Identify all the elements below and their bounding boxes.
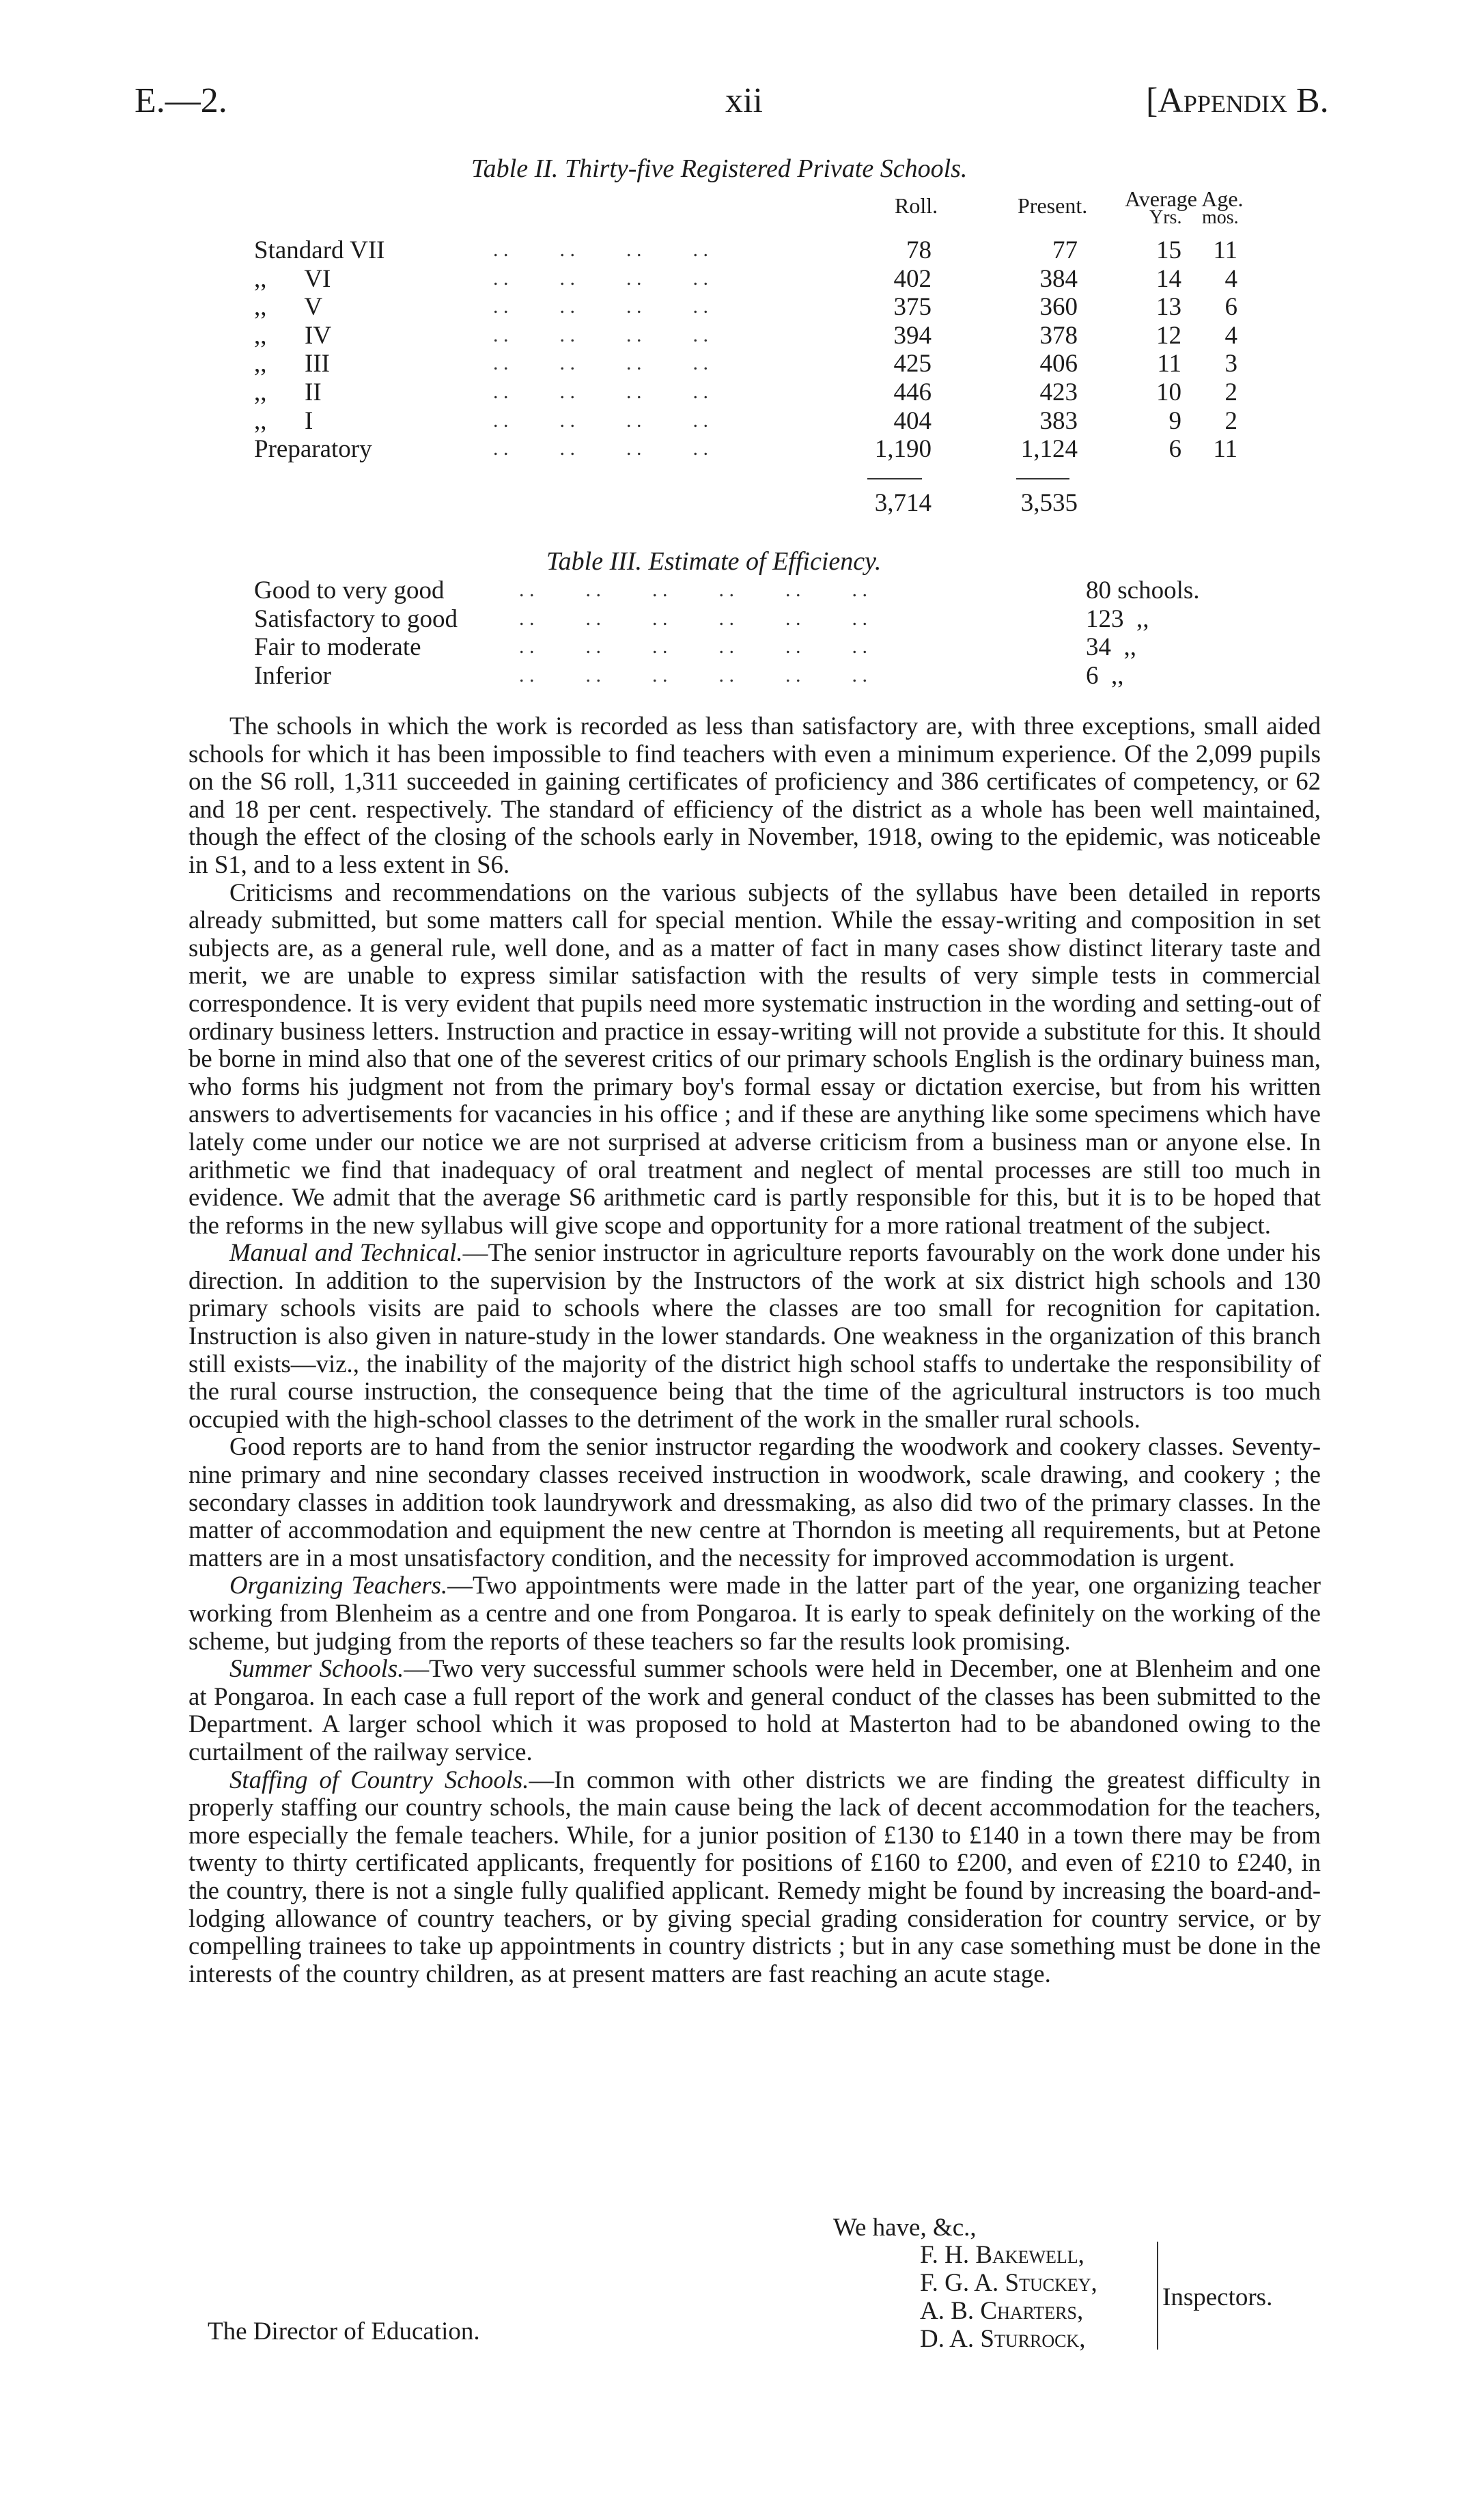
paragraph-results: The schools in which the work is recorded as less than satisfactory are, with three exceptions, small aided schools for which it has been impossible to find teachers with even a minimum experience. Of the 2,099 pupils on the S6 roll, 1,311 succeeded in gaining certificates of proficiency and 386 certificates of competency, or 62 and 18 per cent. respectively. The standard of efficiency of the district as a whole has been well maintained, though the effect of the closing of the schools early in November, 1918, owing to the epidemic, was noticeable in S1, and to a less extent in S6. — [188, 712, 1321, 878]
table2-row-present: 423 — [1039, 378, 1078, 406]
leader-dots: . . . . . . . . — [493, 352, 708, 375]
text-staffing: —In common with other districts we are finding the greatest difficulty in properly staffing our country schools, the main cause being the lack of decent accommodation for the teachers, more especially the female teachers. While, for a junior position of £130 to £140 in a town there may be from twenty to thirty certificated applicants, frequently for positions of £160 to £200, and even of £210 to £240, in the country, there is not a single fully qualified applicant. Remedy might be found by increasing the board-and-lodging allowance of country teachers, or by giving special grading consideration for country service, or by compelling trainees to take up appointments in country districts ; but in any case something must be done in the interests of the country children, as at present matters are fast reaching an acute stage. — [188, 1765, 1321, 1988]
table2-row-label: ,, VI — [254, 264, 331, 293]
table2-row-mos: 6 — [1224, 293, 1237, 322]
table2-row-roll: 78 — [906, 236, 932, 264]
leader-dots: . . . . . . . . . . . . — [519, 635, 867, 658]
table2-row-yrs: 9 — [1168, 406, 1181, 435]
table2-row-mos: 2 — [1224, 378, 1237, 406]
table3-row-value: 123 ,, — [1086, 604, 1149, 633]
col-yrs: Yrs. — [1149, 207, 1182, 228]
table2-row-label: ,, I — [254, 406, 313, 435]
leader-dots: . . . . . . . . — [493, 437, 708, 460]
table2-row-yrs: 15 — [1156, 236, 1181, 264]
appendix-label-text: [Appendix B. — [1146, 81, 1329, 120]
table2-row-yrs: 13 — [1156, 293, 1181, 322]
table3-row-label: Inferior — [254, 661, 331, 690]
table2-row-present: 378 — [1039, 321, 1078, 350]
heading-organizing-teachers: Organizing Teachers. — [229, 1571, 448, 1600]
page-number: xii — [725, 81, 763, 120]
table2-row-roll: 1,190 — [874, 435, 932, 464]
table2-row-roll: 375 — [893, 293, 932, 322]
table2-row-present: 77 — [1052, 236, 1078, 264]
signatory-4 — [920, 2324, 1085, 2354]
table2-row-mos: 11 — [1213, 435, 1237, 464]
leader-dots: . . . . . . . . . . . . — [519, 663, 867, 686]
table3-row-value: 34 ,, — [1086, 633, 1136, 661]
table3-row-label: Fair to moderate — [254, 633, 421, 661]
table2-row-yrs: 11 — [1157, 350, 1181, 378]
body-text — [188, 712, 1321, 1988]
signatory-4-name: D. A. Sturrock, — [920, 2325, 1086, 2353]
col-mos: mos. — [1202, 207, 1239, 228]
table2-row-roll: 425 — [893, 350, 932, 378]
table2-row-roll: 404 — [893, 406, 932, 435]
table2-row-present: 1,124 — [1020, 435, 1078, 464]
page-ref: E.—2. — [135, 81, 227, 120]
paragraph-manual-technical — [188, 1239, 1321, 1433]
table2-row-roll: 402 — [893, 264, 932, 293]
text-organizing-teachers: —Two appointments were made in the latter part of the year, one organizing teacher working from Blenheim as a centre and one from Pongaroa. It is early to speak definitely on the working of the scheme, but judging from the reports of these teachers so far the results look promising. — [188, 1571, 1321, 1655]
signatory-brace — [1147, 2242, 1158, 2350]
signatory-2-name: F. G. A. Stuckey, — [920, 2269, 1097, 2297]
leader-dots: . . . . . . . . — [493, 323, 708, 346]
col-average-age: Average Age. — [1125, 186, 1244, 211]
heading-staffing: Staffing of Country Schools. — [229, 1765, 529, 1794]
table2-row-present: 383 — [1039, 406, 1078, 435]
table3-caption: Table III. Estimate of Efficiency. — [546, 547, 882, 576]
table2-row-label: ,, V — [254, 293, 323, 322]
table2-row-mos: 4 — [1224, 321, 1237, 350]
table2-row-mos: 2 — [1224, 406, 1237, 435]
addressee: The Director of Education. — [208, 2317, 480, 2345]
col-roll: Roll. — [895, 193, 938, 218]
leader-dots: . . . . . . . . — [493, 408, 708, 432]
paragraph-staffing — [188, 1766, 1321, 1988]
paragraph-woodwork-cookery: Good reports are to hand from the senior instructor regarding the woodwork and cookery classes. Seventy-nine primary and nine secondary classes received instruction in woodwork, scale drawing, and cookery ; the secondary classes in addition took laundrywork and dressmaking, as also did two of the primary classes. In the matter of accommodation and equipment the new centre at Thorndon is meeting all requirements, but at Petone matters are in a most unsatisfactory condition, and the necessity for improved accommodation is urgent. — [188, 1432, 1321, 1572]
table2-row-present: 406 — [1039, 350, 1078, 378]
text-manual-technical: —The senior instructor in agriculture reports favourably on the work done under his direction. In addition to the supervision by the Instructors of the work at six district high schools and 130 primary schools visits are paid to schools where the classes are too small for recognition for capitation. Instruction is also given in nature-study in the lower standards. One weakness in the organization of this branch still exists—viz., the inability of the majority of the district high school staffs to undertake the responsibility of the rural course instruction, the consequence being that the time of the agricultural instructors is too much occupied with the high-school classes to the detriment of the work in the smaller rural schools. — [188, 1238, 1321, 1433]
signatory-3-name: A. B. Charters, — [920, 2297, 1084, 2325]
table2-row-roll: 446 — [893, 378, 932, 406]
text-summer-schools: —Two very successful summer schools were held in December, one at Blenheim and one at Pongaroa. In each case a full report of the work and general conduct of the classes has been submitted to the Department. A larger school which it was proposed to hold at Masterton had to be abandoned owing to the curtailment of the railway service. — [188, 1654, 1321, 1766]
table2-row-label: ,, II — [254, 378, 322, 406]
signatory-3 — [920, 2296, 1083, 2326]
paragraph-criticisms: Criticisms and recommendations on the various subjects of the syllabus have been detailed in reports already submitted, but some matters call for special mention. While the essay-writing and composition in set subjects are, as a general rule, well done, and as a matter of fact in many cases show distinct literary taste and merit, we are unable to express similar satisfaction with the results of very simple tests in commercial correspondence. It is very evident that pupils need more systematic instruction in the wording and setting-out of ordinary business letters. Instruction and practice in essay-writing will not provide a substitute for this. It should be borne in mind also that one of the severest critics of our primary schools English is the ordinary buiness man, who forms his judgment not from the primary boy's formal essay or dictation exercise, but from his written answers to advertisements for vacancies in his office ; and if these are anything like some specimens which have lately come under our notice we are not surprised at adverse criticism from a business man or anyone else. In arithmetic we find that inadequacy of oral treatment and neglect of mental processes are still too much in evidence. We admit that the average S6 arithmetic card is partly responsible for this, but it is to be hoped that the reforms in the new syllabus will give scope and opportunity for a more rational treatment of the subject. — [188, 878, 1321, 1239]
salutation: We have, &c., — [833, 2214, 977, 2242]
table2-row-roll: 394 — [893, 321, 932, 350]
table2-row-label: Preparatory — [254, 435, 372, 464]
table2-row-mos: 4 — [1224, 264, 1237, 293]
table2-row-yrs: 6 — [1168, 435, 1181, 464]
table2 — [0, 0, 1484, 560]
signatory-2 — [920, 2268, 1097, 2298]
table2-row-yrs: 10 — [1156, 378, 1181, 406]
col-present: Present. — [1018, 193, 1088, 218]
heading-summer-schools: Summer Schools. — [229, 1654, 404, 1683]
leader-dots: . . . . . . . . . . . . — [519, 607, 867, 630]
paragraph-organizing-teachers — [188, 1572, 1321, 1655]
table2-row-label: Standard VII — [254, 236, 385, 264]
leader-dots: . . . . . . . . — [493, 266, 708, 290]
leader-dots: . . . . . . . . — [493, 380, 708, 403]
table2-row-present: 384 — [1039, 264, 1078, 293]
leader-dots: . . . . . . . . . . . . — [519, 579, 867, 601]
table3-row-label: Good to very good — [254, 576, 445, 604]
heading-manual-technical: Manual and Technical. — [229, 1238, 463, 1267]
table2-row-yrs: 14 — [1156, 264, 1181, 293]
table3-row-label: Satisfactory to good — [254, 604, 458, 633]
table2-row-yrs: 12 — [1156, 321, 1181, 350]
table3-row-value: 80 schools. — [1086, 576, 1200, 604]
total-present: 3,535 — [1020, 489, 1078, 517]
table2-row-label: ,, IV — [254, 321, 332, 350]
leader-dots: . . . . . . . . — [493, 238, 708, 261]
signatory-1-name: F. H. Bakewell, — [920, 2241, 1084, 2269]
inspectors-label: Inspectors. — [1162, 2283, 1273, 2311]
table2-row-mos: 3 — [1224, 350, 1237, 378]
table2-row-label: ,, III — [254, 350, 330, 378]
total-roll: 3,714 — [874, 489, 932, 517]
table2-row-mos: 11 — [1213, 236, 1237, 264]
leader-dots: . . . . . . . . — [493, 295, 708, 318]
paragraph-summer-schools — [188, 1655, 1321, 1766]
roll-total-rule — [867, 478, 922, 479]
table2-caption: Table II. Thirty-five Registered Private Schools. — [471, 154, 968, 183]
table2-row-present: 360 — [1039, 293, 1078, 322]
present-total-rule — [1016, 478, 1069, 479]
signatory-1 — [920, 2240, 1084, 2270]
table3-row-value: 6 ,, — [1086, 661, 1124, 690]
